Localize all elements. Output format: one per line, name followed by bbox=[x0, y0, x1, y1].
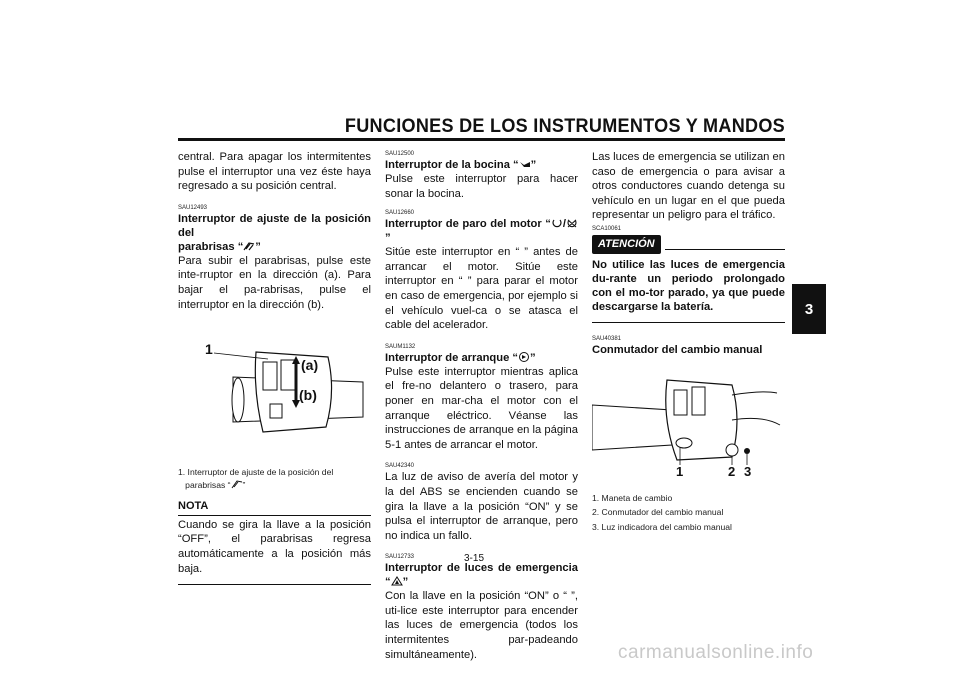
section-title-horn: Interruptor de la bocina “ ” bbox=[385, 159, 537, 171]
section-title-hazard: Interruptor de luces de emergencia “ ” bbox=[385, 562, 578, 589]
figure-caption: 1. Interruptor de ajuste de la posición del parabrisas “ ” bbox=[178, 467, 334, 490]
intro-text: central. Para apagar los intermitentes pulse el interruptor una vez éste haya regresado a su posición central. bbox=[178, 151, 371, 193]
figure-label-a: (a) bbox=[301, 357, 319, 374]
starter-icon bbox=[518, 352, 530, 362]
page-number: 3-15 bbox=[464, 553, 485, 564]
code-label: SAU40381 bbox=[592, 335, 622, 342]
section-title-starter: Interruptor de arranque “ ” bbox=[385, 351, 536, 364]
windshield-icon bbox=[231, 479, 243, 489]
atencion-banner bbox=[592, 235, 785, 254]
hazard-body: Con la llave en la posición “ON” o “ ”, uti-lice este interruptor para encender las luces de emergencia (todos los intermitentes par-padeando simultáneamente). bbox=[385, 590, 578, 661]
figure-label-1: 1 bbox=[205, 341, 213, 358]
stop-body: Sitúe este interruptor en “ ” antes de arrancar el motor. Sitúe este interruptor en “ ” para parar el motor en caso de emergencia, por ejemplo si el vehículo vuel-ca o se atasca el cable del acelerador. bbox=[385, 246, 578, 332]
abs-body: La luz de aviso de avería del motor y la del ABS se encienden cuando se gira la llave a la posición “ON” y se pulsa el interruptor de arranque, pero no indica un fallo. bbox=[385, 471, 578, 542]
nota-text: Cuando se gira la llave a la posición “OFF”, el parabrisas regresa automáticamente a la posición más baja. bbox=[178, 518, 371, 575]
figure-caption-2: 2. Conmutador del cambio manual bbox=[592, 507, 724, 518]
run-icon bbox=[551, 218, 563, 228]
figure-caption-3: 3. Luz indicadora del cambio manual bbox=[592, 521, 732, 532]
figure-label-b: (b) bbox=[299, 387, 317, 404]
section-title-shift: Conmutador del cambio manual bbox=[592, 343, 763, 356]
hazard-icon bbox=[391, 576, 403, 586]
code-label: SAUM1132 bbox=[385, 343, 416, 350]
emergency-body: Las luces de emergencia se utilizan en caso de emergencia o para avisar a otros conductores cuando detenga su vehículo en un lugar en el que pueda representar un peligro para el tráfico. bbox=[592, 151, 785, 222]
stop-icon bbox=[566, 218, 578, 228]
shift-switch-illustration bbox=[592, 365, 785, 483]
atencion-label: ATENCIÓN bbox=[592, 235, 661, 254]
figure-label-3: 3 bbox=[744, 463, 752, 479]
code-label: SCA10061 bbox=[592, 225, 622, 232]
watermark[interactable]: carmanualsonline.info bbox=[618, 642, 814, 663]
starter-body: Pulse este interruptor mientras aplica el fre-no delantero o trasero, para poner en mar-cha el motor con el arranque eléctrico. Véanse las instrucciones de arranque en la página 5-1 antes de arrancar el motor. bbox=[385, 365, 578, 451]
column-3 bbox=[592, 150, 785, 533]
section-title-windshield: Interruptor de ajuste de la posición del parabrisas “ ” bbox=[178, 212, 371, 253]
figure-label-1: 1 bbox=[676, 463, 684, 479]
code-label: SAU12660 bbox=[385, 210, 415, 217]
windshield-body: Para subir el parabrisas, pulse este inte-rruptor en la dirección (a). Para bajar el pa-rabrisas, pulse el interruptor en la dirección (b). bbox=[178, 254, 371, 311]
code-label: SAU12493 bbox=[178, 204, 208, 211]
figure-windshield bbox=[178, 322, 371, 467]
figure-caption-1: 1. Maneta de cambio bbox=[592, 492, 673, 503]
code-label: SAU42340 bbox=[385, 463, 415, 470]
column-2 bbox=[385, 150, 578, 662]
page-title: FUNCIONES DE LOS INSTRUMENTOS Y MANDOS bbox=[344, 116, 785, 137]
header-rule bbox=[178, 138, 785, 141]
windshield-icon bbox=[243, 241, 255, 251]
nota-heading: NOTA bbox=[178, 499, 371, 516]
atencion-text: No utilice las luces de emergencia du-rante un periodo prolongado con el mo-tor parado, ya que puede descargarse la batería. bbox=[592, 258, 785, 313]
code-label: SAU12500 bbox=[385, 151, 415, 157]
horn-body: Pulse este interruptor para hacer sonar la bocina. bbox=[385, 173, 578, 200]
chapter-tab[interactable]: 3 bbox=[792, 284, 826, 334]
column-1 bbox=[178, 150, 371, 585]
section-title-stop: Interruptor de paro del motor “ /” bbox=[385, 217, 578, 245]
horn-icon bbox=[519, 159, 531, 169]
code-label: SAU12733 bbox=[385, 554, 415, 561]
section-end-rule bbox=[178, 584, 371, 585]
figure-label-2: 2 bbox=[728, 463, 736, 479]
figure-shift bbox=[592, 365, 785, 483]
